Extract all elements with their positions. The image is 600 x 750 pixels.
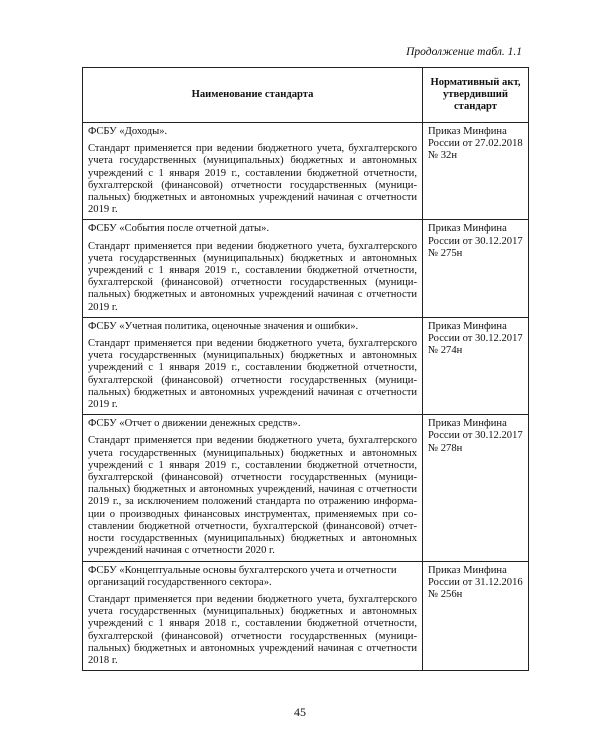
header-normative-act: Нормативный акт, утвердивший стандарт	[423, 68, 529, 123]
standard-name: ФСБУ «Доходы».	[88, 126, 168, 137]
table-continuation-label: Продолжение табл. 1.1	[406, 46, 522, 58]
standard-name: ФСБУ «Отчет о движении денежных средств».	[88, 418, 301, 430]
normative-act: Приказ Минфина России от 30.12.2017 № 275н	[423, 220, 529, 317]
standard-description: Стандарт применяется при ведении бюджетного учета, бухгалтерского учета государственных (муниципальных) бюджетных и автономных учреждений с 1 января 2018 г., составлении бюджетной отчетности, бухгалтерской (финансовой) отчетности государственных (муниципальных) бюджетных и автономных учреждений начиная с отчетности 2018 г.	[88, 593, 417, 666]
normative-act: Приказ Минфина России от 31.12.2016 № 256н	[423, 561, 529, 671]
standard-cell	[83, 415, 423, 561]
standard-description: Стандарт применяется при ведении бюджетного учета, бухгалтерского учета государственных (муниципальных) бюджетных и автономных учреждений с 1 января 2019 г., составлении бюджетной отчетности, бухгалтерской (финансовой) отчетности государственных (муниципальных) бюджетных и автономных учреждений начиная с отчетности 2019 г.	[88, 338, 417, 411]
standard-cell	[83, 317, 423, 414]
table-row	[83, 317, 529, 414]
standard-description: Стандарт применяется при ведении бюджетного учета, бухгалтерского учета государственных (муниципальных) бюджетных и автономных учреждений с 1 января 2019 г., составлении бюджетной отчетности, бухгалтерской (финансовой) отчетности государственных (муниципальных) бюджетных и автономных учреждений начиная с отчетности 2019 г.	[88, 143, 417, 216]
standard-description: Стандарт применяется при ведении бюджетного учета, бухгалтерского учета государственных (муниципальных) бюджетных и автономных учреждений с 1 января 2019 г., составлении бюджетной отчетности, бухгалтерской (финансовой) отчетности государственных (муниципальных) бюджетных и автономных учреждений начиная с отчетности 2019 г.	[88, 240, 417, 313]
table-row	[83, 123, 529, 220]
standard-name: ФСБУ «События после отчетной даты».	[88, 223, 270, 235]
standard-name: ФСБУ «Учетная политика, оценочные значения и ошибки».	[88, 320, 359, 332]
header-standard-name: Наименование стандарта	[83, 68, 423, 123]
standard-name: ФСБУ «Концептуальные основы бухгалтерского учета и отчетности организаций государственного сектора».	[88, 564, 397, 588]
table-row	[83, 561, 529, 671]
table-header-row	[83, 68, 529, 123]
normative-act: Приказ Минфина России от 30.12.2017 № 274н	[423, 317, 529, 414]
standards-table	[82, 67, 529, 671]
normative-act: Приказ Минфина России от 30.12.2017 № 278н	[423, 415, 529, 561]
standard-cell	[83, 123, 423, 220]
normative-act: Приказ Минфина России от 27.02.2018 № 32н	[423, 123, 529, 220]
standard-cell	[83, 220, 423, 317]
table-row	[83, 220, 529, 317]
standard-cell	[83, 561, 423, 671]
standard-description: Стандарт применяется при ведении бюджетного учета, бухгалтерского учета государственных (муниципальных) бюджетных и автономных учреждений с 1 января 2019 г., составлении бюджетной отчетности, бухгалтерской (финансовой) отчетности государственных (муниципальных) бюджетных и автономных учреждений, начиная с отчетности 2019 г., за исключением положений стандарта по отражению информации о производных финансовых инструментах, применяемых при составлении бюджетной отчетности, бухгалтерской (финансовой) отчетности государственных (муниципальных) бюджетных и автономных учреждений начиная с отчетности 2020 г.	[88, 435, 417, 557]
page-number: 45	[294, 705, 306, 719]
table-row	[83, 415, 529, 561]
